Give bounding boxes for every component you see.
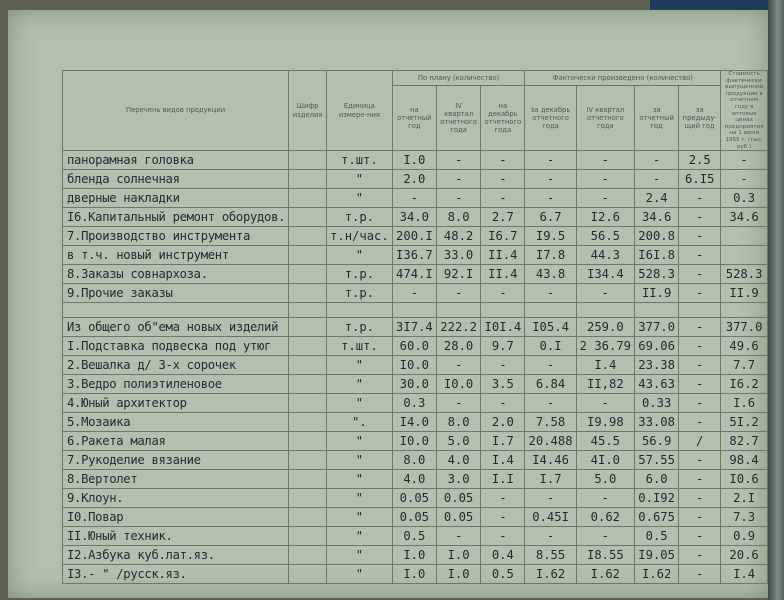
cell-f_prev: - [679, 284, 721, 303]
cell-code [289, 375, 327, 394]
cell-cost: I0.6 [721, 470, 768, 489]
cell-p_dec: - [481, 527, 525, 546]
cell-f_q4: - [576, 284, 634, 303]
header-plan-dec: на декабрь отчетного года [481, 85, 525, 150]
cell-p_q4: 48.2 [436, 227, 480, 246]
cell-p_year: 0.05 [392, 508, 436, 527]
cell-p_year: 60.0 [392, 337, 436, 356]
cell-p_dec: I.4 [481, 451, 525, 470]
cell-f_q4: II,82 [576, 375, 634, 394]
table-row [63, 565, 768, 584]
cell-f_q4: 2 36.79 [576, 337, 634, 356]
cell-unit: т.р. [327, 284, 393, 303]
cell-p_dec: I0I.4 [481, 318, 525, 337]
cell-p_year: 0.5 [392, 527, 436, 546]
cell-p_year: - [392, 284, 436, 303]
cell-unit: " [327, 451, 393, 470]
cell-f_year: 0.5 [635, 527, 679, 546]
cell-cost: I.6 [721, 394, 768, 413]
cell-f_dec: I9.5 [525, 227, 576, 246]
cell-name: 5.Мозаика [63, 413, 289, 432]
cell-name: 7.Рукоделие вязание [63, 451, 289, 470]
table-row [63, 375, 768, 394]
cell-f_q4: I8.55 [576, 546, 634, 565]
spacer-row [63, 303, 768, 318]
cell-f_year: 528.3 [635, 265, 679, 284]
cell-code [289, 451, 327, 470]
cell-f_prev: - [679, 470, 721, 489]
cell-p_year: 0.3 [392, 394, 436, 413]
cell-p_q4: - [436, 394, 480, 413]
cell-f_prev: - [679, 394, 721, 413]
table-row [63, 189, 768, 208]
cell-f_year: 0.I92 [635, 489, 679, 508]
cell-f_q4: - [576, 151, 634, 170]
cell-p_q4: 4.0 [436, 451, 480, 470]
cell-unit: " [327, 527, 393, 546]
cell-p_year: 3I7.4 [392, 318, 436, 337]
cell-f_prev: - [679, 227, 721, 246]
header-fact-year: за отчетный год [635, 85, 679, 150]
cell-unit: " [327, 189, 393, 208]
table-row [63, 337, 768, 356]
cell-f_dec: 0.I [525, 337, 576, 356]
cell-p_q4: 8.0 [436, 208, 480, 227]
cell-unit: т.р. [327, 265, 393, 284]
cell-name: дверные накладки [63, 189, 289, 208]
cell-f_prev: - [679, 527, 721, 546]
cell-f_year: 56.9 [635, 432, 679, 451]
header-plan-year: на отчетный год [392, 85, 436, 150]
table-row [63, 489, 768, 508]
cell-name: Из общего об"ема новых изделий [63, 318, 289, 337]
production-table [62, 70, 768, 584]
table-row [63, 284, 768, 303]
cell-p_year: I0.0 [392, 432, 436, 451]
cell-f_q4: I.62 [576, 565, 634, 584]
cell-f_dec: I.7 [525, 470, 576, 489]
table-row [63, 170, 768, 189]
cell-f_dec: - [525, 189, 576, 208]
cell-f_dec: - [525, 394, 576, 413]
cell-unit: т.шт. [327, 337, 393, 356]
cell-unit: " [327, 546, 393, 565]
table-row [63, 151, 768, 170]
cell-name: 9.Клоун. [63, 489, 289, 508]
cell-p_q4: 0.05 [436, 489, 480, 508]
cell-cost: 7.7 [721, 356, 768, 375]
cell-code [289, 265, 327, 284]
cell-f_prev: - [679, 356, 721, 375]
cell-f_prev: - [679, 565, 721, 584]
cell-code [289, 394, 327, 413]
cell-p_dec: - [481, 189, 525, 208]
cell-name: 8.Заказы совнархоза. [63, 265, 289, 284]
cell-p_q4: - [436, 189, 480, 208]
cell-p_dec: - [481, 356, 525, 375]
cell-f_year: I6I.8 [635, 246, 679, 265]
cell-code [289, 337, 327, 356]
cell-name: в т.ч. новый инструмент [63, 246, 289, 265]
cell-p_year: I36.7 [392, 246, 436, 265]
cell-code [289, 527, 327, 546]
cell-unit: ". [327, 413, 393, 432]
cell-p_year: I.0 [392, 546, 436, 565]
cell-name: I0.Повар [63, 508, 289, 527]
cell-cost [721, 227, 768, 246]
cell-cost: - [721, 151, 768, 170]
table-row [63, 546, 768, 565]
cell-code [289, 318, 327, 337]
cell-cost: 98.4 [721, 451, 768, 470]
cell-code [289, 565, 327, 584]
cell-unit: " [327, 432, 393, 451]
cell-name: панорамная головка [63, 151, 289, 170]
cell-cost: 82.7 [721, 432, 768, 451]
cell-f_dec: 6.84 [525, 375, 576, 394]
cell-f_q4: 45.5 [576, 432, 634, 451]
cell-f_year: 200.8 [635, 227, 679, 246]
cell-f_q4: 44.3 [576, 246, 634, 265]
cell-p_dec: 2.0 [481, 413, 525, 432]
cell-f_prev: - [679, 318, 721, 337]
cell-unit: т.н/час. [327, 227, 393, 246]
cell-f_q4: 56.5 [576, 227, 634, 246]
cell-code [289, 489, 327, 508]
header-cost: Стоимость фактически выпущенной продукции в отчетном году в оптовых ценах предприятия на 1 июля 1955 г. (тыс. руб.) [721, 71, 768, 151]
cell-f_q4: 4I.0 [576, 451, 634, 470]
cell-f_q4: - [576, 394, 634, 413]
cell-p_year: 8.0 [392, 451, 436, 470]
cell-p_dec: - [481, 151, 525, 170]
cell-f_dec: 6.7 [525, 208, 576, 227]
cell-f_dec: 7.58 [525, 413, 576, 432]
cell-unit: т.шт. [327, 151, 393, 170]
cell-f_dec: - [525, 284, 576, 303]
cell-f_prev: - [679, 189, 721, 208]
cell-cost: 20.6 [721, 546, 768, 565]
ledger-sheet [8, 10, 768, 598]
cell-f_dec: 0.45I [525, 508, 576, 527]
cell-name: 6.Ракета малая [63, 432, 289, 451]
cell-code [289, 546, 327, 565]
cell-f_prev: - [679, 265, 721, 284]
cell-cost: - [721, 170, 768, 189]
cell-name: I6.Капитальный ремонт оборудов. [63, 208, 289, 227]
cell-f_q4: I2.6 [576, 208, 634, 227]
cell-unit: " [327, 565, 393, 584]
cell-p_year: 30.0 [392, 375, 436, 394]
cell-name: 3.Ведро полиэтиленовое [63, 375, 289, 394]
cell-f_year: - [635, 151, 679, 170]
cell-code [289, 227, 327, 246]
cell-p_dec: 2.7 [481, 208, 525, 227]
cell-p_q4: 33.0 [436, 246, 480, 265]
cell-f_dec: I.62 [525, 565, 576, 584]
cell-cost: I.4 [721, 565, 768, 584]
cell-f_year: - [635, 170, 679, 189]
cell-name: бленда солнечная [63, 170, 289, 189]
cell-f_prev: - [679, 208, 721, 227]
cell-cost: 0.9 [721, 527, 768, 546]
cell-p_year: I0.0 [392, 356, 436, 375]
header-product-list: Перечень видов продукции [63, 71, 289, 151]
cell-p_year: 0.05 [392, 489, 436, 508]
header-fact-prev: за предыду-щий год [679, 85, 721, 150]
header-plan-group: По плану (количество) [392, 71, 525, 86]
cell-f_dec: 43.8 [525, 265, 576, 284]
cell-f_q4: I.4 [576, 356, 634, 375]
cell-code [289, 246, 327, 265]
table-row [63, 508, 768, 527]
header-fact-dec: за декабрь отчетного года [525, 85, 576, 150]
cell-p_q4: 28.0 [436, 337, 480, 356]
cell-p_q4: - [436, 284, 480, 303]
top-blue-strip [650, 0, 770, 10]
table-row [63, 246, 768, 265]
cell-f_q4: 259.0 [576, 318, 634, 337]
cell-f_dec: - [525, 489, 576, 508]
table-row [63, 265, 768, 284]
cell-p_q4: 92.I [436, 265, 480, 284]
cell-f_prev: - [679, 413, 721, 432]
cell-f_year: 57.55 [635, 451, 679, 470]
table-row [63, 470, 768, 489]
header-item-code: Шифр изделия [289, 71, 327, 151]
cell-p_q4: 8.0 [436, 413, 480, 432]
cell-p_dec: I.7 [481, 432, 525, 451]
cell-code [289, 189, 327, 208]
cell-f_year: I9.05 [635, 546, 679, 565]
cell-f_dec: 20.488 [525, 432, 576, 451]
cell-f_prev: - [679, 489, 721, 508]
cell-f_q4: - [576, 170, 634, 189]
cell-f_prev: / [679, 432, 721, 451]
cell-cost: 5I.2 [721, 413, 768, 432]
cell-f_dec: - [525, 527, 576, 546]
cell-p_dec: - [481, 489, 525, 508]
cell-p_dec: II.4 [481, 246, 525, 265]
table-row [63, 432, 768, 451]
cell-unit: " [327, 394, 393, 413]
cell-name: I.Подставка подвеска под утюг [63, 337, 289, 356]
cell-p_q4: - [436, 151, 480, 170]
cell-code [289, 508, 327, 527]
cell-p_q4: 3.0 [436, 470, 480, 489]
cell-cost: 2.I [721, 489, 768, 508]
cell-f_prev: - [679, 546, 721, 565]
cell-f_year: 377.0 [635, 318, 679, 337]
header-fact-q4: IV квартал отчетного года [576, 85, 634, 150]
cell-unit: " [327, 489, 393, 508]
cell-name: 4.Юный архитектор [63, 394, 289, 413]
cell-unit: " [327, 246, 393, 265]
cell-code [289, 356, 327, 375]
cell-f_q4: 0.62 [576, 508, 634, 527]
cell-f_year: 33.08 [635, 413, 679, 432]
cell-f_dec: - [525, 151, 576, 170]
cell-f_year: 69.06 [635, 337, 679, 356]
cell-name: 2.Вешалка д/ 3-х сорочек [63, 356, 289, 375]
cell-name: 8.Вертолет [63, 470, 289, 489]
cell-p_q4: 0.05 [436, 508, 480, 527]
cell-p_dec: I6.7 [481, 227, 525, 246]
cell-unit: " [327, 470, 393, 489]
cell-p_dec: 0.5 [481, 565, 525, 584]
table-row [63, 356, 768, 375]
cell-f_year: I.62 [635, 565, 679, 584]
cell-p_year: 474.I [392, 265, 436, 284]
cell-f_dec: - [525, 356, 576, 375]
cell-f_year: 6.0 [635, 470, 679, 489]
cell-code [289, 284, 327, 303]
cell-p_dec: - [481, 170, 525, 189]
cell-f_prev: - [679, 375, 721, 394]
cell-p_q4: - [436, 170, 480, 189]
cell-p_q4: 222.2 [436, 318, 480, 337]
cell-unit: " [327, 375, 393, 394]
cell-p_q4: I.0 [436, 565, 480, 584]
table-row [63, 208, 768, 227]
cell-code [289, 432, 327, 451]
cell-unit: " [327, 356, 393, 375]
cell-name: I3.- " /русск.яз. [63, 565, 289, 584]
cell-f_q4: - [576, 189, 634, 208]
cell-f_q4: I34.4 [576, 265, 634, 284]
cell-p_dec: - [481, 508, 525, 527]
cell-p_dec: 3.5 [481, 375, 525, 394]
cell-code [289, 151, 327, 170]
cell-f_year: 0.33 [635, 394, 679, 413]
cell-unit: т.р. [327, 318, 393, 337]
cell-cost [721, 246, 768, 265]
cell-f_q4: 5.0 [576, 470, 634, 489]
cell-p_dec: - [481, 284, 525, 303]
table-row [63, 394, 768, 413]
cell-name: II.Юный техник. [63, 527, 289, 546]
cell-f_year: II.9 [635, 284, 679, 303]
header-fact-group: Фактически произведено (количество) [525, 71, 721, 86]
table-row [63, 227, 768, 246]
cell-p_q4: 5.0 [436, 432, 480, 451]
cell-code [289, 208, 327, 227]
cell-cost: II.9 [721, 284, 768, 303]
cell-name: 9.Прочие заказы [63, 284, 289, 303]
book-edge [768, 0, 784, 600]
cell-f_dec: 8.55 [525, 546, 576, 565]
cell-f_q4: I9.98 [576, 413, 634, 432]
cell-code [289, 170, 327, 189]
cell-code [289, 470, 327, 489]
table-row [63, 527, 768, 546]
table-row [63, 451, 768, 470]
cell-f_dec: - [525, 170, 576, 189]
cell-cost: 0.3 [721, 189, 768, 208]
cell-p_dec: - [481, 394, 525, 413]
cell-cost: I6.2 [721, 375, 768, 394]
cell-p_q4: I0.0 [436, 375, 480, 394]
cell-code [289, 413, 327, 432]
header-plan-q4: IV квартал отчетного года [436, 85, 480, 150]
table-row [63, 318, 768, 337]
table-row [63, 413, 768, 432]
cell-f_prev: 6.I5 [679, 170, 721, 189]
cell-f_year: 0.675 [635, 508, 679, 527]
cell-f_prev: - [679, 246, 721, 265]
cell-name: 7.Производство инструмента [63, 227, 289, 246]
cell-f_q4: - [576, 527, 634, 546]
cell-cost: 34.6 [721, 208, 768, 227]
cell-p_dec: 0.4 [481, 546, 525, 565]
cell-p_dec: I.I [481, 470, 525, 489]
cell-p_year: I.0 [392, 151, 436, 170]
cell-unit: " [327, 170, 393, 189]
header-unit: Единица измере-ния [327, 71, 393, 151]
cell-p_year: I.0 [392, 565, 436, 584]
cell-p_q4: - [436, 527, 480, 546]
cell-p_year: 34.0 [392, 208, 436, 227]
cell-name: I2.Азбука куб.лат.яз. [63, 546, 289, 565]
cell-unit: " [327, 508, 393, 527]
cell-p_year: I4.0 [392, 413, 436, 432]
cell-f_year: 2.4 [635, 189, 679, 208]
cell-f_dec: I4.46 [525, 451, 576, 470]
cell-f_dec: I05.4 [525, 318, 576, 337]
cell-f_prev: - [679, 451, 721, 470]
cell-p_dec: 9.7 [481, 337, 525, 356]
cell-f_prev: - [679, 337, 721, 356]
cell-p_q4: I.0 [436, 546, 480, 565]
cell-p_year: 4.0 [392, 470, 436, 489]
cell-f_year: 34.6 [635, 208, 679, 227]
cell-cost: 377.0 [721, 318, 768, 337]
cell-cost: 528.3 [721, 265, 768, 284]
cell-cost: 49.6 [721, 337, 768, 356]
cell-f_year: 43.63 [635, 375, 679, 394]
cell-cost: 7.3 [721, 508, 768, 527]
cell-f_prev: - [679, 508, 721, 527]
cell-p_year: - [392, 189, 436, 208]
cell-f_prev: 2.5 [679, 151, 721, 170]
cell-f_q4: - [576, 489, 634, 508]
cell-f_year: 23.38 [635, 356, 679, 375]
cell-unit: т.р. [327, 208, 393, 227]
cell-p_dec: II.4 [481, 265, 525, 284]
cell-p_q4: - [436, 356, 480, 375]
cell-p_year: 200.I [392, 227, 436, 246]
cell-f_dec: I7.8 [525, 246, 576, 265]
cell-p_year: 2.0 [392, 170, 436, 189]
